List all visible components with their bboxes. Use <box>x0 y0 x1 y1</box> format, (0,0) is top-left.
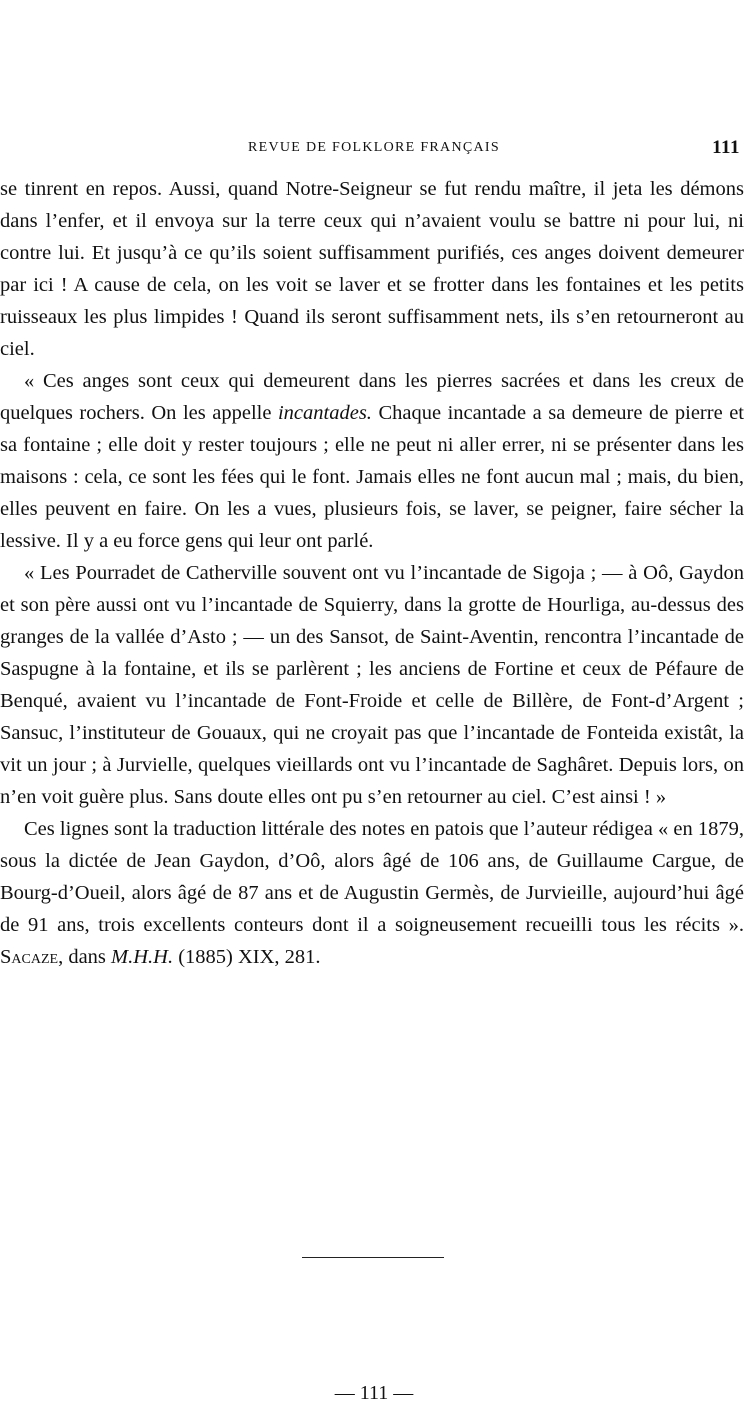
paragraph-4 <box>0 813 744 973</box>
paragraph-1: se tinrent en repos. Aussi, quand Notre-Seigneur se fut rendu maître, il jeta les démons dans l’enfer, et il envoya sur la terre ceux qui n’avaient voulu se battre ni pour lui, ni contre lui. Et jusqu’à ce qu’ils soient suffisamment purifiés, ces anges doivent demeurer par ici ! A cause de cela, on les voit se laver et se frotter dans les fontaines et les petits ruisseaux les plus limpides ! Quand ils seront suffisamment nets, ils s’en retourneront au ciel. <box>0 178 744 360</box>
paragraph-2 <box>0 365 744 557</box>
header-page-number: 111 <box>712 137 740 158</box>
paragraph-2-text-after: Chaque incantade a sa demeure de pierre et sa fontaine ; elle doit y rester toujours ; elle ne peut ni aller errer, ni se présenter dans les maisons : cela, ce sont les fées qui le font. Jamais elles ne font aucun mal ; mais, du bien, elles peuvent en faire. On les a vues, plusieurs fois, se laver, se peigner, faire sécher la lessive. Il y a eu force gens qui leur ont parlé. <box>0 402 745 552</box>
citation-source: M.H.H. <box>111 946 174 968</box>
running-header <box>0 137 748 161</box>
article-body <box>0 173 744 973</box>
paragraph-2-text-before: « Ces anges sont ceux qui demeurent dans les pierres sacrées et dans les creux de quelques rochers. On les appelle <box>0 370 744 424</box>
section-divider <box>302 1257 444 1258</box>
running-title: REVUE DE FOLKLORE FRANÇAIS <box>248 140 500 155</box>
page-folio: — 111 — <box>334 1382 414 1404</box>
paragraph-4-text-mid: , dans <box>58 946 112 968</box>
term-incantades: incantades. <box>277 402 372 424</box>
paragraph-3: « Les Pourradet de Catherville souvent ont vu l’incantade de Sigoja ; — à Oô, Gaydon et son père aussi ont vu l’incantade de Squierry, dans la grotte de Hourliga, au-dessus des granges de la vallée d’Asto ; — un des Sansot, de Saint-Aventin, rencontra l’incantade de Saspugne à la fontaine, et ils se parlèrent ; les anciens de Fortine et ceux de Péfaure de Benqué, avaient vu l’incantade de Font-Froide et celle de Billère, de Font-d’Argent ; Sansuc, l’instituteur de Gouaux, qui ne croyait pas que l’incantade de Fonteida existât, la vit un jour ; à Jurvielle, quelques vieillards ont vu l’incantade de Saghâret. Depuis lors, on n’en voit guère plus. Sans doute elles ont pu s’en retourner au ciel. C’est ainsi ! » <box>0 562 744 808</box>
citation-author: Sacaze <box>0 946 59 968</box>
paragraph-4-text-after: (1885) XIX, 281. <box>173 946 321 968</box>
paragraph-4-text-before: Ces lignes sont la traduction littérale des notes en patois que l’auteur rédigea « en 1879, sous la dictée de Jean Gaydon, d’Oô, alors âgé de 106 ans, de Guillaume Cargue, de Bourg-d’Oueil, alors âgé de 87 ans et de Augustin Germès, de Jurvieille, aujourd’hui âgé de 91 ans, trois excellents conteurs dont il a soigneusement recueilli tous les récits ». <box>0 818 744 936</box>
